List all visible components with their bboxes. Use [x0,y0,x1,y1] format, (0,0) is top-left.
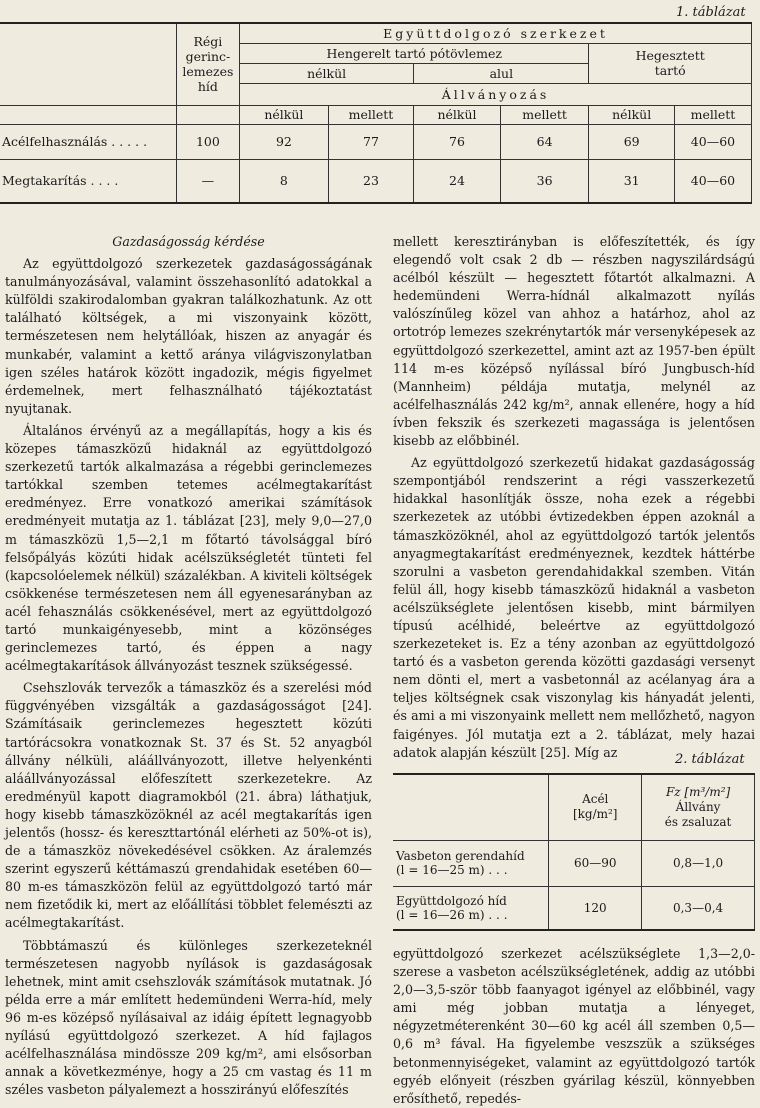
table2-cell: 0,3—0,4 [642,886,755,930]
table1-group-header: Együttdolgozó szerkezet [240,23,752,43]
table1-cell: 24 [414,159,501,203]
table2-row-label: Együttdolgozó híd (l = 16—26 m) . . . [393,886,549,930]
table2-label: 2. táblázat [675,752,745,767]
table2-corner [393,774,549,840]
table1-cell: 92 [240,124,329,159]
table-row [0,124,752,159]
table1-row-label: Megtakarítás . . . . [0,159,176,203]
table-row [0,159,752,203]
paragraph: Általános érvényű az a megállapítás, hogy a kis és közepes támaszközű hidaknál az együttdolgozó szerkezetű tartók alkalmazása a régebbi gerinclemezes tartókkal szemben tetemes acélmegtakarítást eredményez. Erre vonatkozó amerikai számítások eredményeit mutatja az 1. táblázat [23], mely 9,0—27,0 m támaszközü 1,5—2,1 m főtartó távolsággal bíró felsőpályás közúti hidak acélszükségletét tünteti fel (kapcsolóelemek nélkül) százalékban. A kiviteli költségek csökkenése természetesen nem áll egyenesarányban az acél fehasználás csökkenésével, mert az együttdolgozó tartó munkaigényesebb, mint a közönséges gerinclemezes tartó, és éppen a nagy acélmegtakarítások állványozást tesznek szükségessé. [5,422,372,674]
paragraph: mellett keresztirányban is előfeszítették, és így elegendő volt csak 2 db — részben nagyszilárdságú acélból készült — hegesztett főtartót alkalmazni. A hedemündeni Werra-hídnál alkalmazott nyílás valószínűleg közel van ahhoz a határhoz, ahol az ortotróp lemezes szekrénytartók már versenyképesek az együttdolgozó szerkezettel, amint azt az 1957-ben épült 114 m-es középső nyílással bíró Jungbusch-híd (Mannheim) példája mutatja, melynél az acélfelhasználás 242 kg/m², annak ellenére, hogy a híd ívben fekszik és szerkezeti magassága is jelentősen kisebb az előbbinél. [393,234,755,449]
right-column-bottom [393,945,755,1108]
table1-scaffolding-header: Állványozás [240,83,752,105]
table1-cell: 36 [500,159,589,203]
table1-sub-header: nélkül [589,105,674,124]
right-column-top [393,233,755,762]
table1-cell: 69 [589,124,674,159]
table-row [393,886,755,930]
table1-row-label: Acélfelhasználás . . . . . [0,124,176,159]
table1-corner [0,23,176,105]
table1-cell: 31 [589,159,674,203]
table1-blank-old [176,105,239,124]
section-heading: Gazdaságosság kérdése [112,234,265,249]
paragraph: Az együttdolgozó szerkezetű hidakat gazdaságosság szempontjából rendszerint a régi vasszerkezetű hidakkal hasonlítják össze, noha ezek a régebbi szerkezetek az utóbbi évtizedekben éppen azoknál a támaszközöknél, ahol az együttdolgozó tartók jelentős anyagmegtakarítást eredményeznek, kezdtek háttérbe szorulni a vasbeton gerendahidakkal szemben. Vitán felül áll, hogy kisebb támaszközű hidaknál a vasbeton acélszükséglete jelentősen kisebb, mint bármilyen típusú acélhidé, beleértve az együttdolgozó szerkezeteket is. Ez a tény azonban az együttdolgozó tartó és a vasbeton gerenda közötti gazdasági versenyt nem dönti el, mert a vasbetonnál az acélanyag ára a teljes költségnek csak viszonylag kis hányadát jelenti, és ami a mi viszonyaink mellett nem mellőzhető, nagyon faigényes. Jól mutatja ezt a 2. táblázat, mely hazai adatok alapján készült [25]. Míg az [393,455,755,760]
table2-col-fz: Fz [m³/m²] Állvány és zsaluzat [642,774,755,840]
table1-below-header: alul [414,63,589,83]
table1-cell: 40—60 [674,159,751,203]
paragraph: Az együttdolgozó szerkezetek gazdaságosságának tanulmányozásával, valamint összehasonlító adatokkal a külföldi szakirodalomban gyakran találkozhatunk. Az ott található költségek, a mi viszonyaink között, természetesen nem helytállóak, hiszen az anyagár és munkabér, valamint a kettő aránya világviszonylatban igen széles határok között ingadozik, mégis figyelmet érdemelnek, mert felhasználható tájékoztatást nyujtanak. [5,256,372,416]
table2-cell: 0,8—1,0 [642,840,755,886]
table-row [393,840,755,886]
table1-label: 1. táblázat [676,5,746,20]
table1-welded-header: Hegesztett tartó [589,43,752,83]
table2-row-label: Vasbeton gerendahíd (l = 16—25 m) . . . [393,840,549,886]
table1-sub-header: mellett [328,105,413,124]
table1-cell: 40—60 [674,124,751,159]
table1-without-header: nélkül [240,63,414,83]
table-1 [0,22,752,204]
table2-col-acel: Acél [kg/m²] [549,774,642,840]
table1-cell: 77 [328,124,413,159]
table-2 [393,773,755,931]
table1-cell: — [176,159,239,203]
table2-cell: 120 [549,886,642,930]
table1-cell: 100 [176,124,239,159]
table1-cell: 64 [500,124,589,159]
table1-old-bridge-header: Régi gerinc- lemezes híd [176,23,239,105]
table1-rolled-header: Hengerelt tartó pótövlemez [240,43,589,63]
table1-blank-label [0,105,176,124]
table2-cell: 60—90 [549,840,642,886]
table1-sub-header: nélkül [414,105,501,124]
table1-cell: 23 [328,159,413,203]
table1-cell: 76 [414,124,501,159]
table1-sub-header: mellett [500,105,589,124]
table1-sub-header: nélkül [240,105,329,124]
paragraph: együttdolgozó szerkezet acélszükséglete 1,3—2,0-szerese a vasbeton acélszükségletének, addig az utóbbi 2,0—3,5-ször több faanyagot igényel az előbbinél, vagy ami még jobban mutatja a lényeget, négyzetméterenként 30—60 kg acél áll szemben 0,5—0,6 m³ fával. Ha figyelembe veszszük a szükséges betonmennyiségeket, valamint az együttdolgozó tartók egyéb előnyeit (részben gyárilag készül, könnyebben erősíthető, repedés- [393,946,755,1106]
left-column [5,233,372,1099]
table1-cell: 8 [240,159,329,203]
paragraph: Csehszlovák tervezők a támaszköz és a szerelési mód függvényében vizsgálták a gazdaságosságot [24]. Számításaik gerinclemezes hegesztett közúti tartórácsokra vonatkoznak St. 37 és St. 52 anyagból állvány nélküli, aláállványozott, illetve helyenkénti aláállványozással előfeszített szerkezetekre. Az eredményül kapott diagramokból (21. ábra) láthatjuk, hogy kisebb támaszközöknél az acél megtakarítás igen jelentős (hossz- és kereszttartónál elérheti az 50%-ot is), de a támaszköz növekedésével csökken. Az áralemzés szerint egyszerű kéttámaszú grendahidak esetében 60—80 m-es támaszközön felül az együttdolgozó tartó már nem fizetődik ki, mert az előállítási többlet felemészti az acélmegtakarítást. [5,680,372,931]
paragraph: Többtámaszú és különleges szerkezeteknél természetesen nagyobb nyílások is gazdaságosak lehetnek, mint amit csehszlovák számítások mutatnak. Jó példa erre a már említett hedemündeni Werra-híd, mely 96 m-es középső nyílásaival az idáig épített legnagyobb nyílású együttdolgozó szerkezet. A híd fajlagos acélfelhasználása mindössze 209 kg/m², ami elsősorban annak a következménye, hogy a 25 cm vastag és 11 m széles vasbeton pályalemezt a hosszirányú előfeszítés [5,937,372,1098]
table1-sub-header: mellett [674,105,751,124]
